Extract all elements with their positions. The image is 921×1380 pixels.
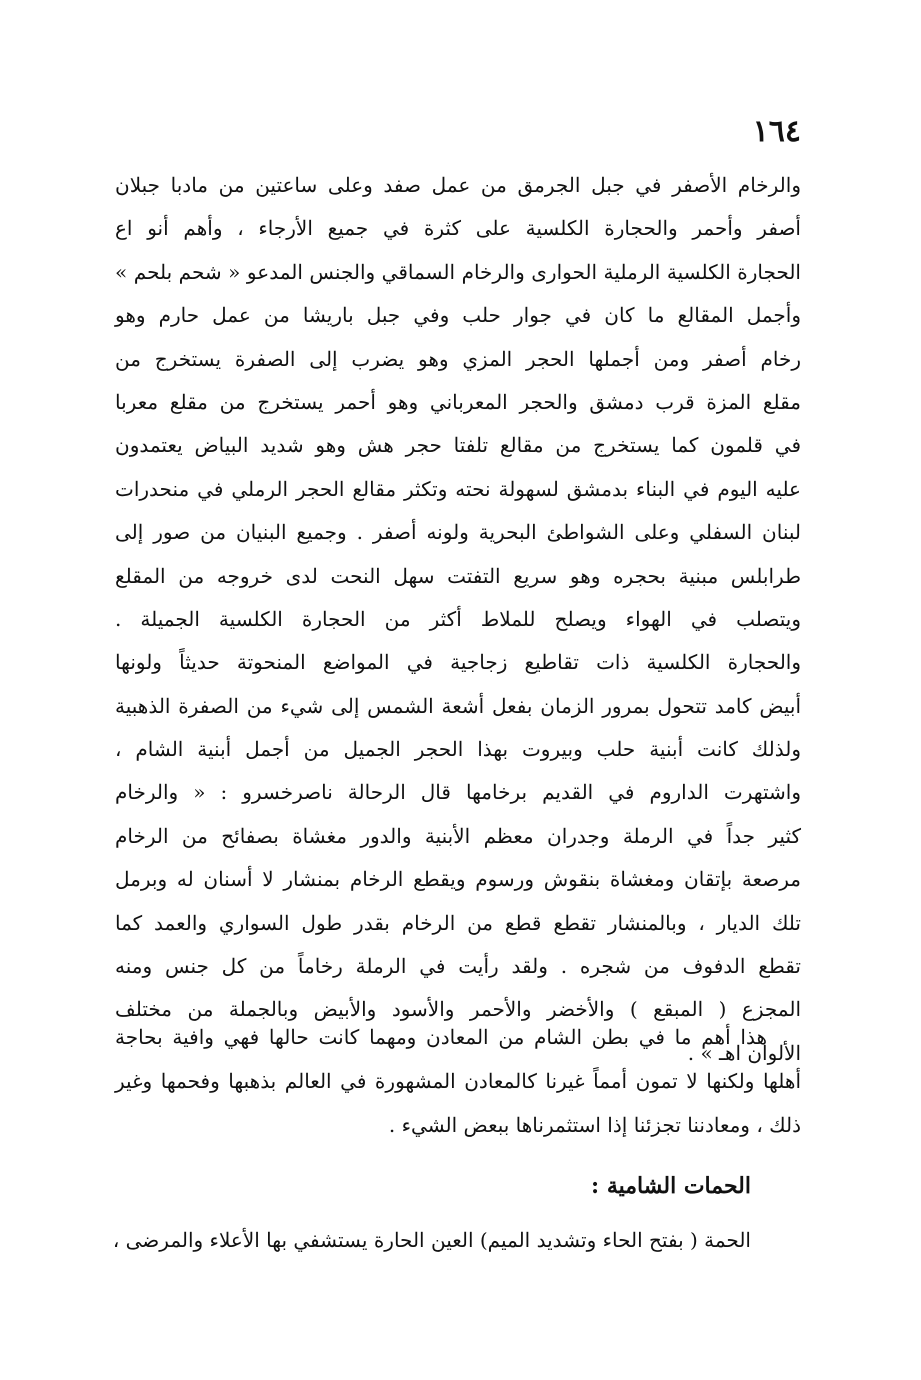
text-line: لبنان السفلي وعلى الشواطئ البحرية ولونه أصفر . وجميع البنيان من صور إلى [115, 520, 801, 545]
text-line: طرابلس مبنية بحجره وهو سريع التفتت سهل النحت لدى خروجه من المقلع [115, 563, 801, 588]
text-line: مقلع المزة قرب دمشق والحجر المعرباني وهو أحمر يستخرج من مقلع معربا [115, 389, 801, 414]
text-line: ذلك ، ومعادننا تجزئنا إذا استثمرناها ببعض الشيء . [388, 1113, 801, 1137]
text-line: ويتصلب في الهواء ويصلح للملاط أكثر من الحجارة الكلسية الجميلة . [115, 606, 801, 631]
main-paragraph [115, 164, 801, 1075]
text-line: تلك الديار ، وبالمنشار تقطع قطع من الرخام بقدر طول السواري والعمد كما [115, 910, 801, 935]
text-line: والرخام الأصفر في جبل الجرمق من عمل صفد وعلى ساعتين من مادبا جبلان [115, 173, 801, 197]
text-line: كثير جداً في الرملة وجدران معظم الأبنية والدور مغشاة بصفائح من الرخام [115, 823, 801, 848]
text-line: الحجارة الكلسية الرملية الحوارى والرخام السماقي والجنس المدعو « شحم بلحم » [115, 259, 801, 284]
text-line: أبيض كامد تتحول بمرور الزمان بفعل أشعة الشمس إلى شيء من الصفرة الذهبية [115, 693, 801, 718]
text-line: أهلها ولكنها لا تمون أمماً غيرنا كالمعادن المشهورة في العالم بذهبها وفحمها وغير [115, 1069, 801, 1093]
text-line: تقطع الدفوف من شجره . ولقد رأيت في الرملة رخاماً من كل جنس ومنه [115, 954, 801, 979]
text-line: رخام أصفر ومن أجملها الحجر المزي وهو يضرب إلى الصفرة يستخرج من [115, 346, 801, 371]
text-line: وأجمل المقالع ما كان في جوار حلب وفي جبل باريشا من عمل حارم وهو [115, 303, 801, 328]
text-line: عليه اليوم في البناء بدمشق لسهولة نحته وتكثر مقالع الحجر الرملي في منحدرات [115, 476, 801, 501]
text-line: هذا أهم ما في بطن الشام من المعادن ومهما كانت حالها فهي وافية بحاجة [115, 1025, 767, 1049]
text-line: في قلمون كما يستخرج من مقالع تلفتا حجر هش وهو شديد البياض يعتمدون [115, 433, 801, 458]
text-line: مرصعة بإتقان ومغشاة بنقوش ورسوم ويقطع الرخام بمنشار لا أسنان له وبرمل [115, 867, 801, 892]
text-line: واشتهرت الداروم في القديم برخامها قال الرحالة ناصرخسرو : « والرخام [115, 780, 801, 805]
text-line: أصفر وأحمر والحجارة الكلسية على كثرة في جميع الأرجاء ، وأهم أنو اع [115, 216, 801, 241]
page-number: ١٦٤ [752, 114, 801, 149]
text-line: الألوان اهـ » . [687, 1040, 801, 1065]
section-heading: الحمات الشامية : [591, 1173, 751, 1199]
text-line: المجزع ( المبقع ) والأخضر والأحمر والأسود والأبيض وبالجملة من مختلف [115, 997, 801, 1022]
text-line: الحمة ( بفتح الحاء وتشديد الميم) العين الحارة يستشفي بها الأعلاء والمرضى ، [112, 1228, 751, 1252]
text-line: ولذلك كانت أبنية حلب وبيروت بهذا الحجر الجميل من أجمل أبنية الشام ، [115, 737, 801, 762]
text-line: والحجارة الكلسية ذات تقاطيع زجاجية في المواضع المنحوتة حديثاً ولونها [115, 650, 801, 675]
second-paragraph [115, 1015, 801, 1147]
